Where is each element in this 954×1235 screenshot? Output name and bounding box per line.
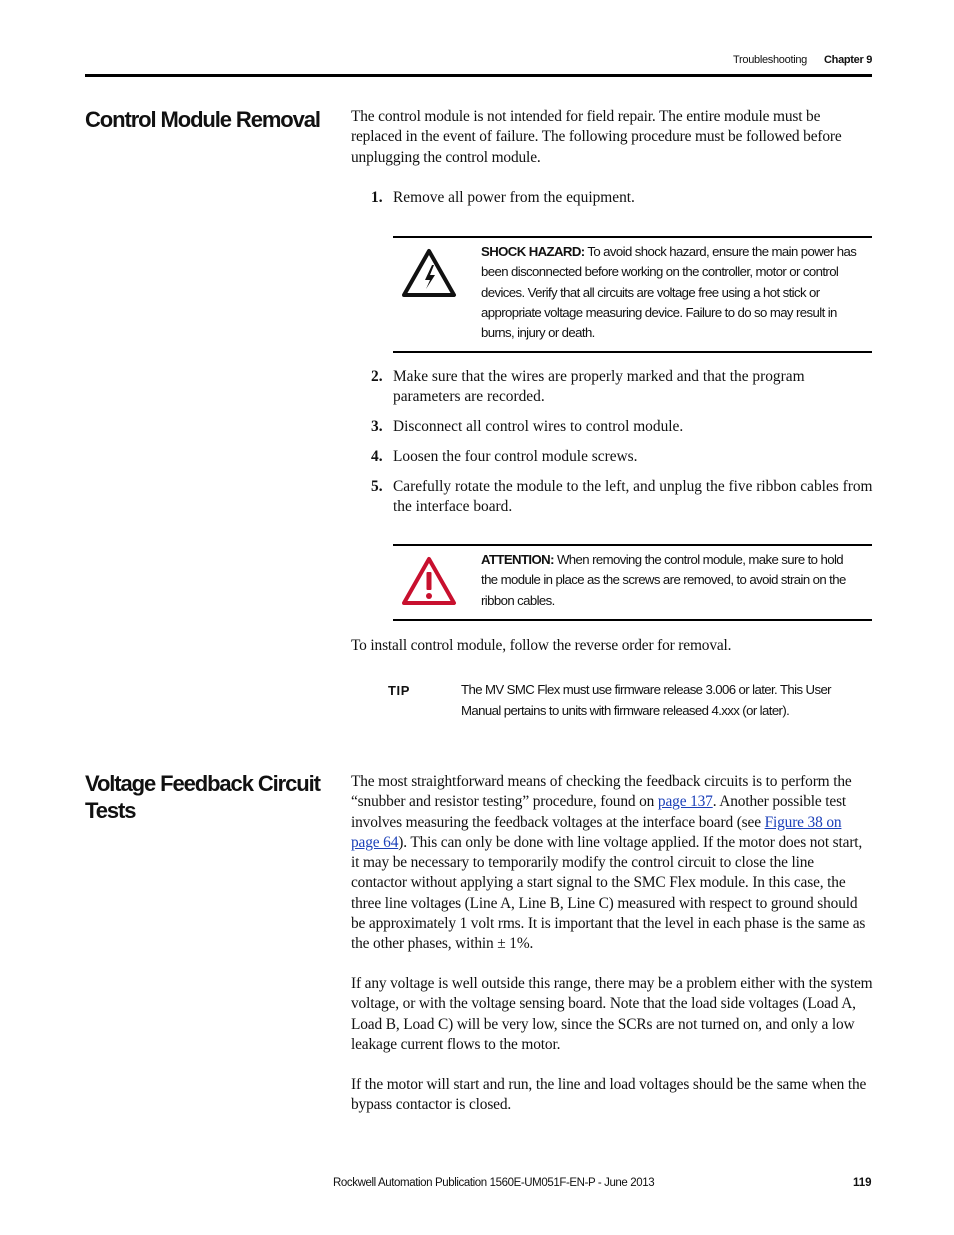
step-number: 5.	[371, 478, 383, 495]
paragraph-text: The most straightforward means of checking the feedback circuits is to perform the “snubber and resistor testing” procedure, found on	[351, 773, 852, 811]
shock-hazard-text	[481, 242, 861, 343]
shock-hazard-message: To avoid shock hazard, ensure the main power has been disconnected before working on the controller, motor or control devices. Verify that all circuits are voltage free using a hot stick or appropriate voltage measuring device. Failure to do so may result in burns, injury or death.	[481, 244, 857, 341]
step-text: Make sure that the wires are properly marked and that the program parameters are recorded.	[393, 368, 805, 406]
tip-label: TIP	[388, 683, 411, 698]
page-137-link[interactable]: page 137	[657, 793, 713, 811]
step-number: 2.	[371, 368, 383, 385]
attention-text	[481, 550, 861, 611]
header-rule	[85, 74, 872, 77]
step-text: Remove all power from the equipment.	[393, 189, 635, 206]
attention-warning-icon	[401, 556, 457, 611]
paragraph-text: ). This can only be done with line voltage applied. If the motor does not start, it may be necessary to temporarily modify the control circuit to close the line contactor without applying a start signal to the SMC Flex module. In this case, the three line voltages (Line A, Line B, Line C) measured with respect to ground should be approximately 1 volt rms. It is important that the level in each phase is the same as the other phases, within ± 1%.	[351, 833, 866, 953]
step-text: Carefully rotate the module to the left, and unplug the five ribbon cables from the interface board.	[393, 478, 873, 516]
step-number: 3.	[371, 418, 383, 435]
step-number: 4.	[371, 448, 383, 465]
step-text: Loosen the four control module screws.	[393, 448, 638, 465]
attention-message: When removing the control module, make sure to hold the module in place as the screws are removed, to avoid strain on the ribbon cables.	[481, 552, 846, 608]
step-text: Disconnect all control wires to control module.	[393, 418, 684, 435]
attention-callout	[393, 544, 872, 621]
section-heading-voltage-feedback-tests: Voltage Feedback Circuit Tests	[85, 771, 320, 823]
step-number: 1.	[371, 189, 383, 206]
footer-page-number: 119	[853, 1177, 872, 1189]
voltage-paragraph-2: If any voltage is well outside this range, there may be a problem either with the system voltage, or with the voltage sensing board. Note that the load side voltages (Load A, Load B, Load C) will be very low, since the SCRs are not turned on, and only a low leakage current flows to the motor.	[351, 975, 873, 1053]
shock-hazard-icon	[401, 248, 457, 303]
header-chapter-label: Chapter 9	[824, 54, 873, 66]
figure-38-link[interactable]: Figure 38 on page 64	[351, 813, 842, 851]
section-heading-control-module-removal: Control Module Removal	[85, 107, 320, 132]
voltage-paragraph-1	[351, 772, 873, 955]
removal-intro-paragraph: The control module is not intended for field repair. The entire module must be replaced in the event of failure. The following procedure must be followed before unplugging the control module.	[351, 108, 842, 166]
tip-text: The MV SMC Flex must use firmware release 3.006 or later. This User Manual pertains to units with firmware released 4.xxx (or later).	[461, 682, 831, 718]
voltage-paragraph-3: If the motor will start and run, the line and load voltages should be the same when the bypass contactor is closed.	[351, 1076, 867, 1114]
paragraph-text: . Another possible test involves measuring the feedback voltages at the interface board (see	[351, 793, 847, 831]
install-note: To install control module, follow the reverse order for removal.	[351, 637, 732, 654]
attention-label: ATTENTION:	[481, 552, 554, 567]
shock-hazard-label: SHOCK HAZARD:	[481, 244, 585, 259]
shock-hazard-callout	[393, 236, 872, 353]
footer-publication: Rockwell Automation Publication 1560E-UM051F-EN-P - June 2013	[333, 1177, 655, 1189]
header-section-title: Troubleshooting	[733, 54, 807, 66]
